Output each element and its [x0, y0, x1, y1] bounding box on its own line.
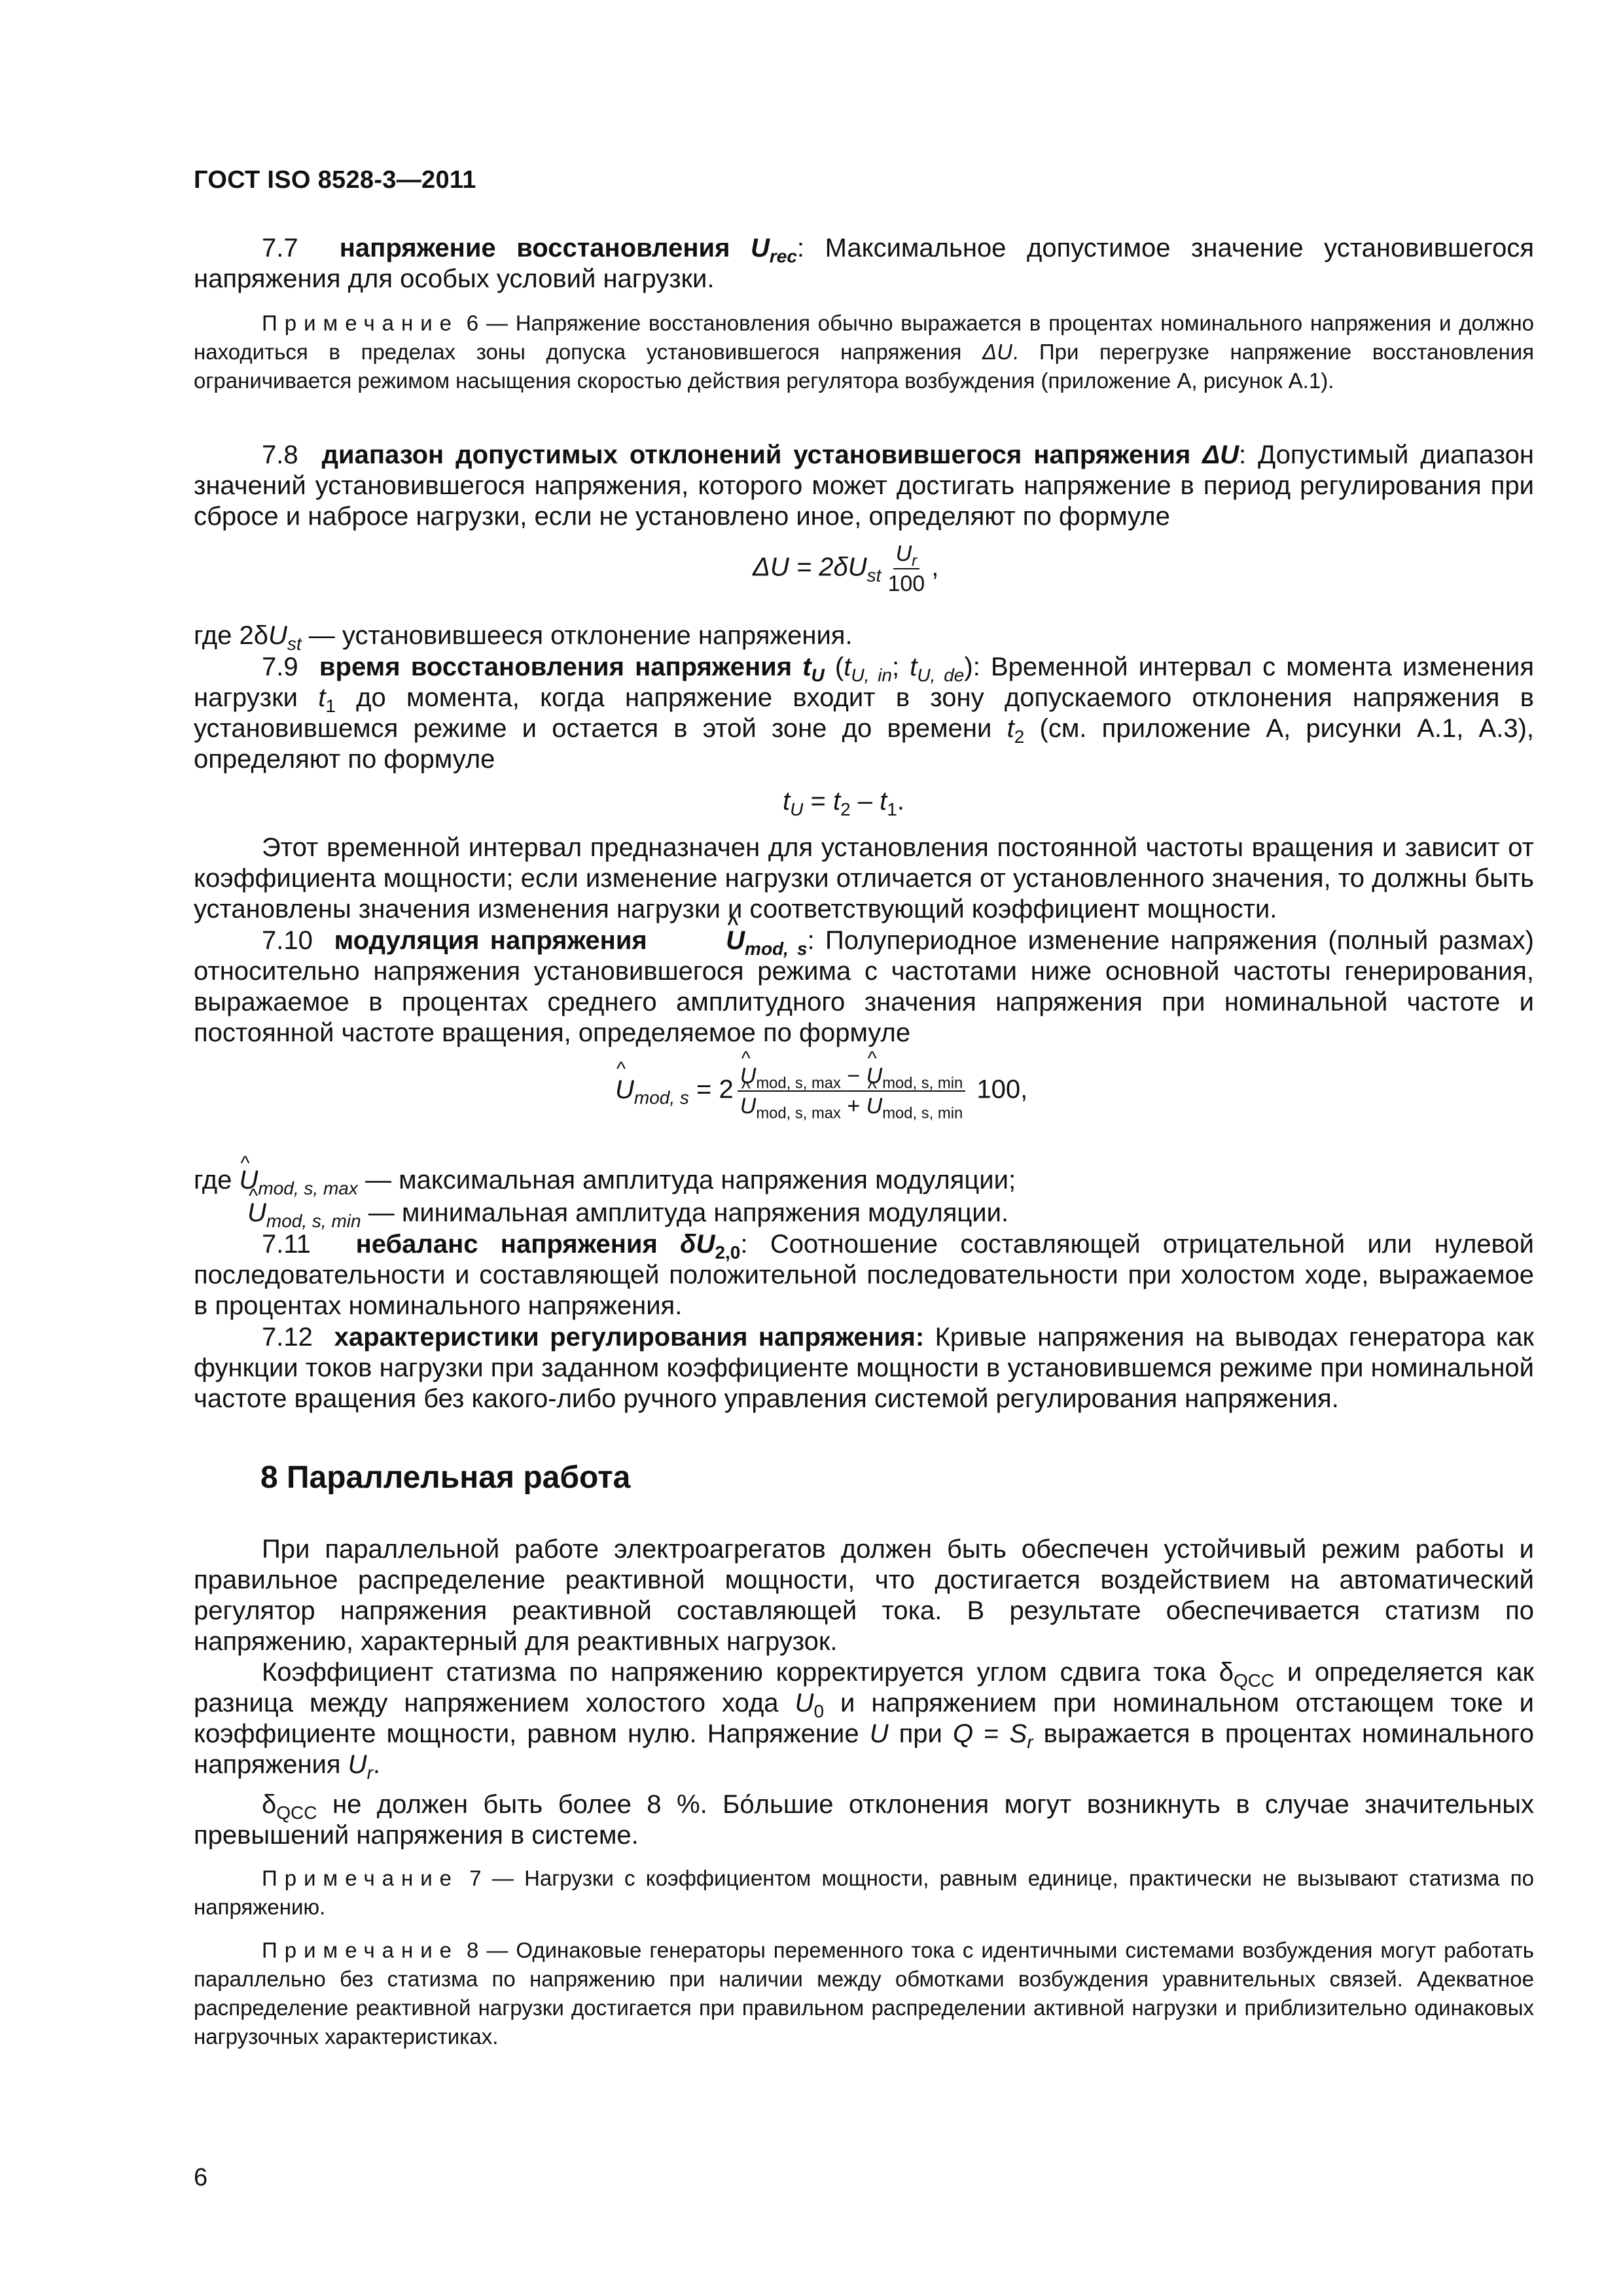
note-6: Примечание 6 — Напряжение восстановления обычно выражается в процентах номинального напряжения и должно находиться в пределах зоны допуска установившегося напряжения ΔU. При перегрузке напряжение восстановления ограничивается режимом насыщения скоростью действия регулятора возбуждения (приложение А, рисунок А.1). — [194, 311, 1534, 393]
clause-7-12: 7.12 характеристики регулирования напряжения: Кривые напряжения на выводах генератора как функции токов нагрузки при заданном коэффициенте мощности в установившемся режиме при номинальной частоте вращения без какого-либо ручного управления системой регулирования напряжения. — [194, 1323, 1535, 1413]
where-u-max: где ^ $U_{mod, s, max}$ — максимальная амплитуда напряжения модуляции; — [194, 1165, 1534, 1196]
formula-u-mod: ^ $U_{mod, s} = 2$ ^ $U_{mod, s, max}$ − ^ $U_{mod, s, min}$ ^ $U_{mod, s, max}$ + ^ $U_{mod, s, min}$ 100, — [615, 1063, 1027, 1119]
where-u-min: ^ $U_{mod, s, min}$ — минимальная амплитуда напряжения модуляции. — [247, 1198, 1008, 1229]
page-number: 6 — [194, 2164, 208, 2191]
section-8-paragraph-1: При параллельной работе электроагрегатов должен быть обеспечен устойчивый режим работы и правильное распределение реактивной мощности, что достигается воздействием на автоматический регулятор напряжения реактивной составляющей тока. В результате обеспечивается статизм по напряжению, характерный для реактивных нагрузок. — [194, 1535, 1534, 1656]
document-header: ГОСТ ISO 8528-3—2011 — [194, 166, 476, 194]
note-8: Примечание 8 — Одинаковые генераторы переменного тока с идентичными системами возбуждения могут работать параллельно без статизма по напряжению при наличии между обмотками возбуждения уравнительных связей. Адекватное распределение реактивной нагрузки достигается при правильном распределении активной нагрузки и приблизительно одинаковых нагрузочных характеристиках. — [194, 1938, 1534, 2049]
section-8-paragraph-3: $\delta_{QCC}$ не должен быть более 8 %. Бо́льшие отклонения могут возникнуть в случае значительных превышений напряжения в системе. — [194, 1790, 1534, 1850]
formula-delta-u: $\Delta U = 2\delta U_{st}$ $\frac{U_r}{100}$ , — [753, 541, 939, 596]
clause-7-9-paragraph: Этот временной интервал предназначен для установления постоянной частоты вращения и зависит от коэффициента мощности; если изменение нагрузки отличается от установленного значения, то должны быть установлены значения изменения нагрузки и соответствующий коэффициент мощности. — [194, 833, 1534, 924]
clause-7-11: 7.11 небаланс напряжения $\delta U_{2,0}$: Соотношение составляющей отрицательной или нулевой последовательности и составляющей положительной последовательности при холостом ходе, выражаемое в процентах номинального напряжения. — [194, 1230, 1534, 1320]
clause-7-7: 7.7 напряжение восстановления $U_{rec}$: Максимальное допустимое значение установившегося напряжения для особых условий нагрузки. — [194, 234, 1534, 293]
clause-7-9: 7.9 время восстановления напряжения $t_U$ ($t_{U, in}$; $t_{U, de}$): Временной интервал с момента изменения нагрузки $t_1$ до момента, когда напряжение входит в зону допускаемого отклонения напряжения в установившемся режиме и остается в этой зоне до времени $t_2$ (см. приложение А, рисунки А.1, А.3), определяют по формуле — [194, 653, 1535, 774]
formula-tu: $t_U = t_2 - t_1$. — [783, 787, 904, 819]
section-8-paragraph-2: Коэффициент статизма по напряжению корректируется углом сдвига тока $\delta_{QCC}$ и определяется как разница между напряжением холостого хода $U_0$ и напряжением при номинальном отстающем токе и коэффициенте мощности, равном нулю. Напряжение U при $Q = S_r$ выражается в процентах номинального напряжения $U_r$. — [194, 1658, 1534, 1783]
section-heading: 8 Параллельная работа — [260, 1460, 631, 1495]
note-7: Примечание 7 — Нагрузки с коэффициентом мощности, равным единице, практически не вызывают статизма по напряжению. — [194, 1866, 1534, 1919]
clause-7-10: 7.10 модуляция напряжения ^ $U_{mod, s}$: Полупериодное изменение напряжения (полный размах) относительно напряжения установившегося режима с частотами ниже основной частоты генерирования, выражаемое в процентах среднего амплитудного значения напряжения при номинальной частоте и постоянной частоте вращения, определяемое по формуле — [194, 925, 1534, 1049]
where-delta-ust: где $2\delta U_{st}$ — установившееся отклонение напряжения. — [194, 621, 853, 654]
clause-7-8: 7.8 диапазон допустимых отклонений установившегося напряжения ΔU: Допустимый диапазон значений установившегося напряжения, которого может достигать напряжение в период регулирования при сбросе и набросе нагрузки, если не установлено иное, определяют по формуле — [194, 440, 1535, 531]
